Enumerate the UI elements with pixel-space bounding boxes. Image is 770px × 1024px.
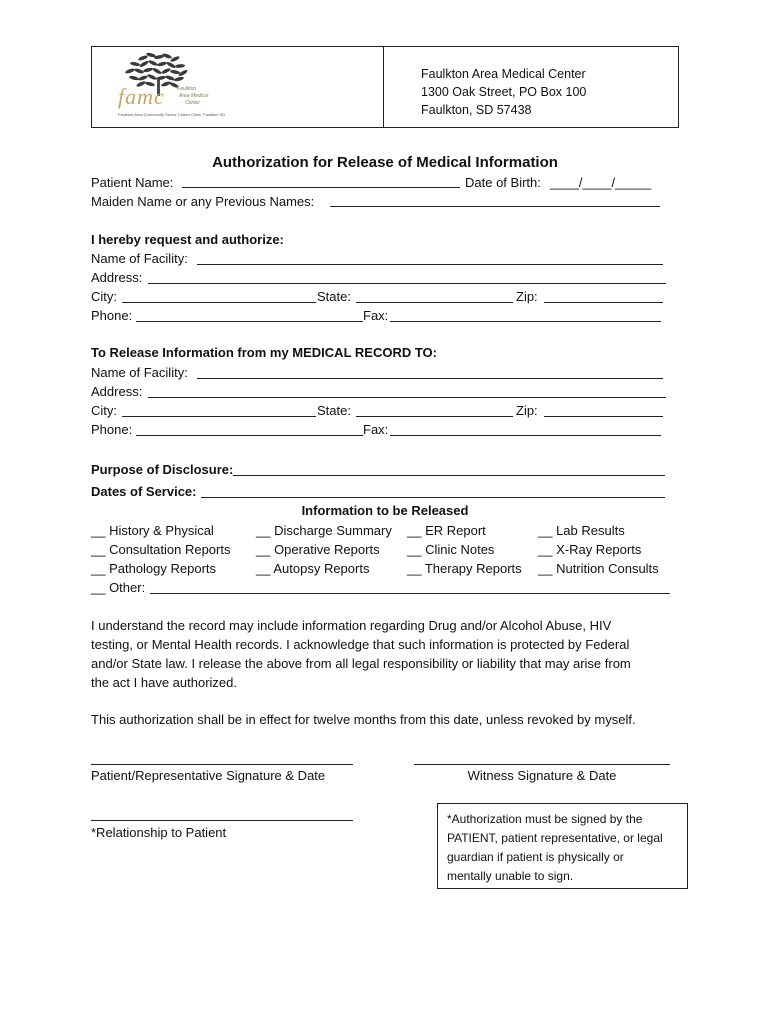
checkbox-er-report[interactable]: __ ER Report (407, 523, 486, 538)
logo-tagline-1: Faulkton (177, 86, 197, 92)
dob-label: Date of Birth: (465, 175, 541, 190)
request-city-field[interactable] (122, 302, 316, 303)
release-facility-label: Name of Facility: (91, 365, 188, 380)
checkbox-history-physical[interactable]: __ History & Physical (91, 523, 214, 538)
maiden-name-label: Maiden Name or any Previous Names: (91, 194, 315, 209)
release-city-label: City: (91, 403, 117, 418)
other-field[interactable] (150, 593, 670, 594)
request-state-label: State: (317, 289, 351, 304)
consent-line-1: I understand the record may include information regarding Drug and/or Alcohol Abuse, HIV (91, 618, 612, 633)
release-zip-label: Zip: (516, 403, 538, 418)
consent-line-2: testing, or Mental Health records. I acknowledge that such information is protected by Federal (91, 637, 630, 652)
request-zip-field[interactable] (544, 302, 663, 303)
release-zip-field[interactable] (544, 416, 663, 417)
checkbox-discharge-summary[interactable]: __ Discharge Summary (256, 523, 392, 538)
release-state-field[interactable] (356, 416, 513, 417)
patient-signature-line[interactable] (91, 764, 353, 765)
checkbox-xray-reports[interactable]: __ X-Ray Reports (538, 542, 642, 557)
note-line-4: mentally unable to sign. (447, 869, 574, 883)
note-line-2: PATIENT, patient representative, or legal (447, 831, 663, 845)
relationship-line[interactable] (91, 820, 353, 821)
relationship-label: *Relationship to Patient (91, 825, 227, 840)
maiden-name-field[interactable] (330, 206, 660, 207)
logo-tagline-2: Area Medical (179, 93, 209, 99)
witness-signature-label: Witness Signature & Date (467, 768, 617, 783)
dates-of-service-field[interactable] (201, 497, 665, 498)
famc-logo (113, 50, 226, 122)
checkbox-consultation-reports[interactable]: __ Consultation Reports (91, 542, 231, 557)
request-address-label: Address: (91, 270, 143, 285)
form-title: Authorization for Release of Medical Information (212, 154, 558, 171)
note-line-3: guardian if patient is physically or (447, 850, 624, 864)
checkbox-therapy-reports[interactable]: __ Therapy Reports (407, 561, 522, 576)
request-fax-label: Fax: (363, 308, 389, 323)
release-fax-label: Fax: (363, 422, 389, 437)
request-facility-field[interactable] (197, 264, 663, 265)
request-zip-label: Zip: (516, 289, 538, 304)
patient-signature-label: Patient/Representative Signature & Date (91, 768, 326, 783)
release-state-label: State: (317, 403, 351, 418)
checkbox-autopsy-reports[interactable]: __ Autopsy Reports (256, 561, 370, 576)
release-facility-field[interactable] (197, 378, 663, 379)
witness-signature-line[interactable] (414, 764, 670, 765)
checkbox-other[interactable]: __ Other: (91, 580, 146, 595)
logo-wordmark: famc (118, 84, 165, 109)
request-heading: I hereby request and authorize: (91, 232, 284, 247)
patient-name-field[interactable] (182, 187, 460, 188)
checkbox-nutrition-consults[interactable]: __ Nutrition Consults (538, 561, 659, 576)
release-phone-label: Phone: (91, 422, 133, 437)
consent-line-4: the act I have authorized. (91, 675, 237, 690)
checkbox-operative-reports[interactable]: __ Operative Reports (256, 542, 380, 557)
consent-line-3: and/or State law. I release the above from all legal responsibility or liability that may arise from (91, 656, 631, 671)
checkbox-clinic-notes[interactable]: __ Clinic Notes (407, 542, 495, 557)
logo-footer: Faulkton Area Community Senior Citizen Clinic, Faulkton SD (118, 112, 226, 117)
dates-of-service-label: Dates of Service: (91, 484, 197, 499)
org-street: 1300 Oak Street, PO Box 100 (421, 85, 587, 99)
logo-tagline-3: Center (185, 100, 201, 106)
dob-field[interactable]: ____/____/_____ (550, 175, 652, 190)
org-city-state-zip: Faulkton, SD 57438 (421, 103, 532, 117)
request-phone-field[interactable] (136, 321, 363, 322)
release-address-label: Address: (91, 384, 143, 399)
info-heading: Information to be Released (301, 503, 469, 518)
request-facility-label: Name of Facility: (91, 251, 188, 266)
purpose-field[interactable] (233, 475, 665, 476)
release-phone-field[interactable] (136, 435, 363, 436)
note-line-1: *Authorization must be signed by the (447, 812, 643, 826)
letterhead-divider (383, 46, 384, 128)
checkbox-pathology-reports[interactable]: __ Pathology Reports (91, 561, 217, 576)
request-address-field[interactable] (148, 283, 666, 284)
patient-name-label: Patient Name: (91, 175, 174, 190)
request-phone-label: Phone: (91, 308, 133, 323)
checkbox-lab-results[interactable]: __ Lab Results (538, 523, 625, 538)
release-heading: To Release Information from my MEDICAL RECORD TO: (91, 345, 437, 360)
request-city-label: City: (91, 289, 117, 304)
org-name: Faulkton Area Medical Center (421, 67, 586, 81)
effect-statement: This authorization shall be in effect for twelve months from this date, unless revoked by myself. (91, 712, 636, 727)
request-fax-field[interactable] (390, 321, 661, 322)
release-city-field[interactable] (122, 416, 316, 417)
release-fax-field[interactable] (390, 435, 661, 436)
release-address-field[interactable] (148, 397, 666, 398)
purpose-label: Purpose of Disclosure: (91, 462, 234, 477)
request-state-field[interactable] (356, 302, 513, 303)
